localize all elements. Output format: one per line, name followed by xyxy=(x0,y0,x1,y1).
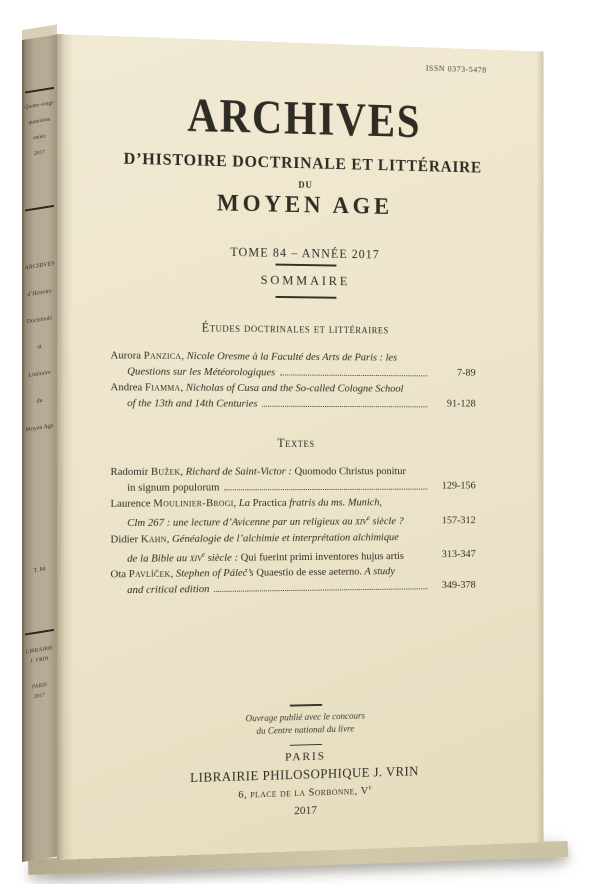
spine-rule xyxy=(25,629,54,636)
sommaire-block xyxy=(57,260,544,301)
entry-page-range: 7-89 xyxy=(457,366,476,379)
journal-title: ARCHIVES xyxy=(187,87,422,148)
entry-line-1: Ota Pavlíček, Stephen of Páleč’s Quaestio de esse aeterno. A study xyxy=(110,565,395,581)
imprint-address-superscript: e xyxy=(368,783,373,792)
issn-number: ISSN 0373-5478 xyxy=(425,62,487,75)
spine-publisher-line: LIBRAIRIE xyxy=(25,645,54,656)
entry-page-range: 91-128 xyxy=(446,397,476,410)
entry-page-range: 313-347 xyxy=(441,548,476,561)
spine-city-line: PARIS xyxy=(31,682,48,691)
spine-edition-block xyxy=(22,98,57,168)
entry-line-2-text: and critical edition xyxy=(127,583,210,597)
spine-edition-line: année xyxy=(33,133,46,142)
dotted-leader xyxy=(280,374,427,376)
rule-divider xyxy=(275,264,336,267)
spine-rule xyxy=(25,87,54,94)
toc-entry xyxy=(110,494,475,531)
tome-year-line: TOME 84 – ANNÉE 2017 xyxy=(230,245,380,262)
imprint-year: 2017 xyxy=(294,802,317,817)
spine-title-line: Doctrinale xyxy=(26,315,53,326)
toc-section-heading: Études doctrinales et littéraires xyxy=(201,320,389,337)
spine-edition-line: Quatre-vingt- xyxy=(24,99,55,111)
entry-line-2 xyxy=(110,479,429,496)
entry-line-2-text: in signum populorum xyxy=(127,481,220,494)
spine-title-line: et xyxy=(37,343,42,351)
spine-publisher-line: J. VRIN xyxy=(30,655,49,665)
dotted-leader xyxy=(214,589,427,593)
journal-subtitle-du: DU xyxy=(298,179,313,190)
spine-edition-line: 2017 xyxy=(34,149,45,158)
book-spine xyxy=(22,34,57,862)
entry-line-2-text: Questions sur les Météorologiques xyxy=(127,365,276,379)
spine-edition-line: quatrième xyxy=(28,116,51,126)
entry-line-2 xyxy=(110,579,429,599)
entry-line-2 xyxy=(110,363,429,381)
rule-divider-small xyxy=(289,743,321,745)
toc-section-heading: Textes xyxy=(277,436,315,450)
entry-line-2-text: de la Bible au xiv$^e$ siècle : Qui fuerint primi inventores hujus artis xyxy=(127,550,404,565)
spine-title-line: ARCHIVES xyxy=(24,260,55,272)
entry-line-2 xyxy=(110,510,429,531)
toc-entry xyxy=(110,529,475,567)
entry-line-2-text: Clm 267 : une lecture d’Avicenne par un religieux au xiv$^e$ siècle ? xyxy=(127,514,404,530)
spine-title-line: Littéraire xyxy=(28,369,51,379)
title-block xyxy=(57,88,544,265)
entry-line-1: Radomír Bužek, Richard de Saint-Victor : Quomodo Christus ponitur xyxy=(110,465,406,478)
entry-line-1: Aurora Panzica, Nicole Oresme à la Faculté des Arts de Paris : les xyxy=(110,349,398,364)
entry-line-2-text: of the 13th and 14th Centuries xyxy=(127,397,258,410)
dotted-leader xyxy=(224,489,427,491)
book-front-cover xyxy=(57,34,544,860)
spine-title-line: du xyxy=(36,397,43,405)
spine-title-line: Moyen Age xyxy=(25,422,54,434)
spine-title-block xyxy=(22,260,57,455)
toc-entry xyxy=(110,563,475,599)
dotted-leader xyxy=(262,406,427,408)
spine-city-block xyxy=(22,678,57,704)
spine-title-line: d’Histoire xyxy=(27,288,52,299)
entry-line-1: Andrea Fiamma, Nicholas of Cusa and the So-called Cologne School xyxy=(110,381,404,395)
concours-line: du Centre national du livre xyxy=(256,724,355,737)
entry-page-range: 129-156 xyxy=(441,479,476,492)
imprint-address-text: 6, place de la Sorbonne, V xyxy=(238,785,369,801)
entry-line-2 xyxy=(110,395,429,412)
imprint-city: PARIS xyxy=(285,748,326,764)
spine-publisher-block xyxy=(22,642,57,668)
imprint-block xyxy=(57,743,544,826)
toc-entry xyxy=(110,347,475,381)
concours-line: Ouvrage publié avec le concours xyxy=(245,711,365,724)
spine-tome-number: T. 84 xyxy=(33,566,46,575)
spine-rule xyxy=(25,205,54,212)
spine-city-line: 2017 xyxy=(34,692,45,701)
journal-subtitle-moyen-age: MOYEN AGE xyxy=(216,190,393,220)
entry-line-1: Didier Kahn, Généalogie de l’alchimie et interprétation alchimique xyxy=(110,531,399,546)
toc-entry xyxy=(110,463,475,495)
rule-divider-small xyxy=(289,704,321,706)
sommaire-heading: SOMMAIRE xyxy=(260,272,351,289)
entry-line-1: Laurence Moulinier-Brogi, La Practica fratris du ms. Munich, xyxy=(110,496,383,510)
rule-divider xyxy=(275,296,336,299)
table-of-contents xyxy=(110,319,475,599)
journal-subtitle: D’HISTOIRE DOCTRINALE ET LITTÉRAIRE xyxy=(123,148,482,177)
toc-section xyxy=(110,319,475,413)
toc-section xyxy=(110,435,475,599)
entry-page-range: 157-312 xyxy=(441,514,476,526)
entry-page-range: 349-378 xyxy=(441,579,476,592)
toc-entry xyxy=(110,379,475,412)
imprint-publisher: LIBRAIRIE PHILOSOPHIQUE J. VRIN xyxy=(190,763,419,786)
